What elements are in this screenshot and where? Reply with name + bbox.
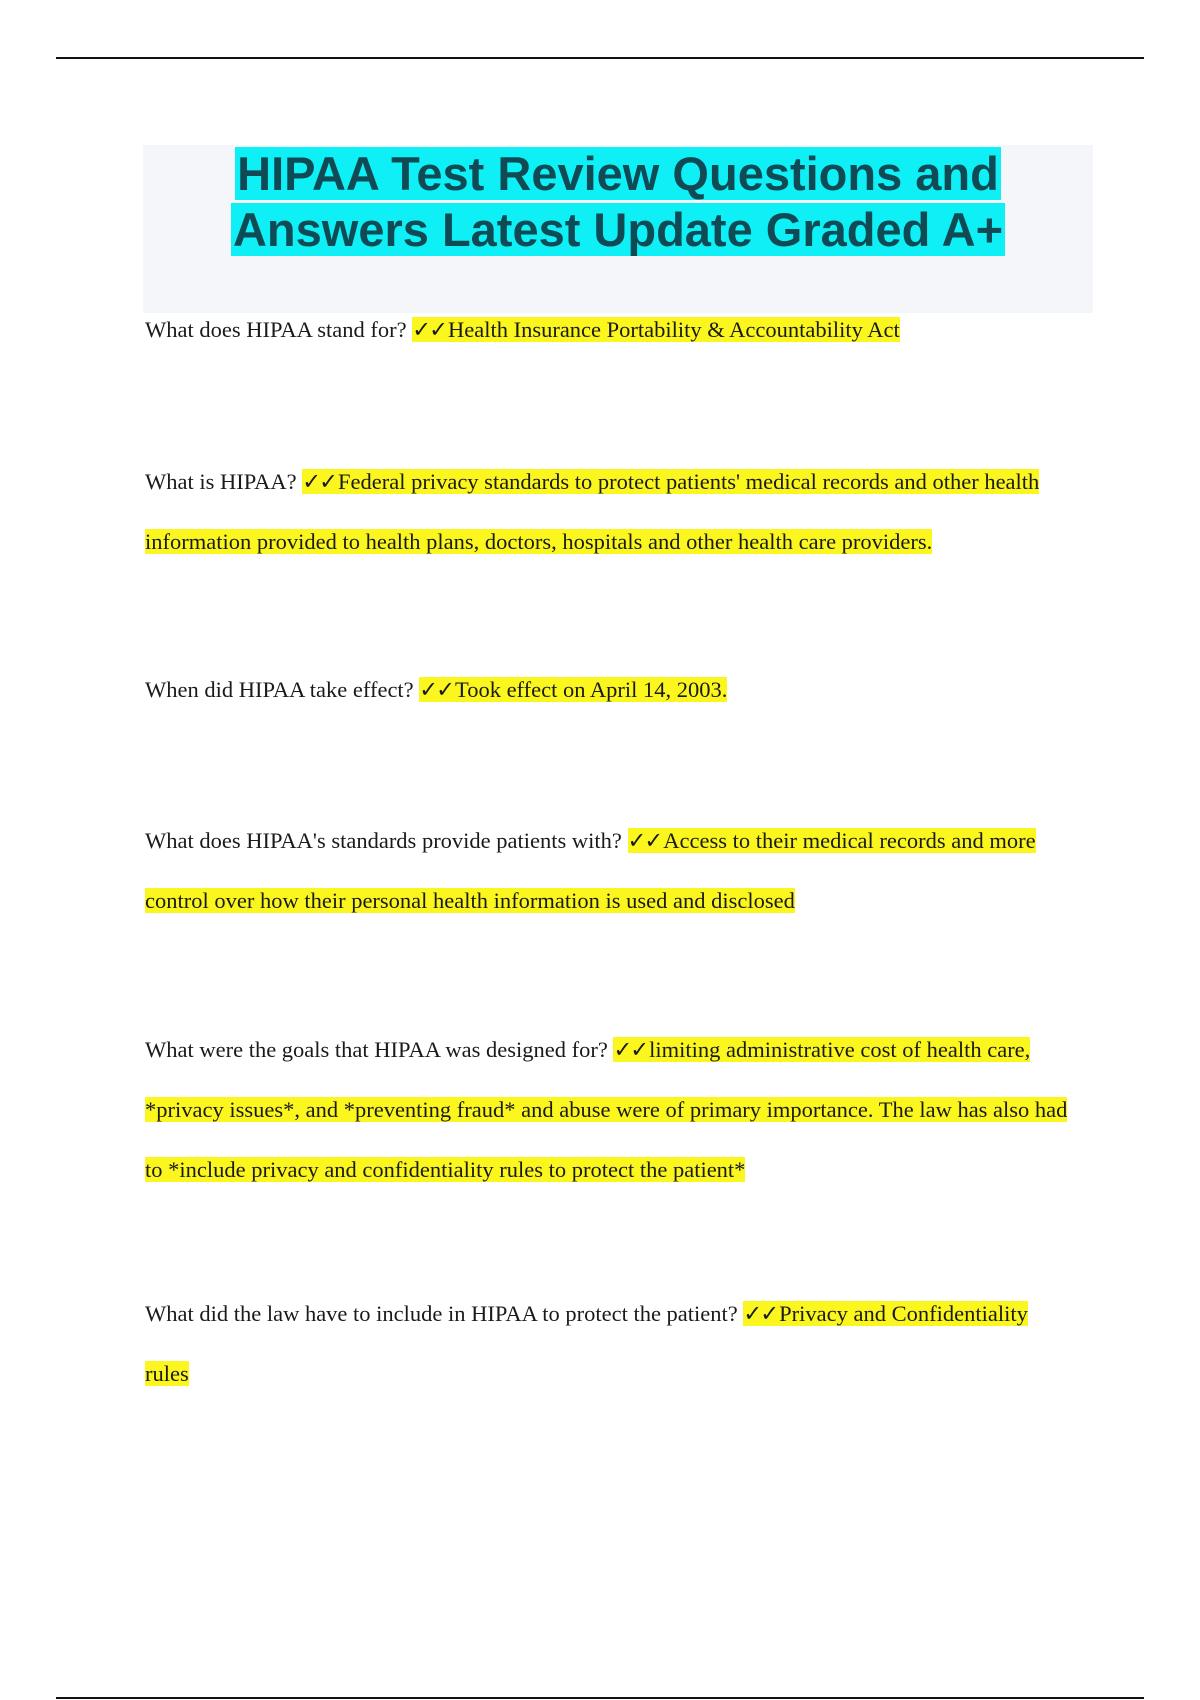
qa-item-2 xyxy=(145,452,1075,572)
top-rule xyxy=(56,57,1144,59)
question-4: What does HIPAA's standards provide patients with? xyxy=(145,828,622,853)
question-2: What is HIPAA? xyxy=(145,469,297,494)
qa-item-6 xyxy=(145,1284,1075,1404)
check-mark-icon: ✓✓ xyxy=(743,1301,778,1326)
question-3: When did HIPAA take effect? xyxy=(145,677,414,702)
qa-item-5 xyxy=(145,1020,1075,1200)
question-6: What did the law have to include in HIPAA to protect the patient? xyxy=(145,1301,738,1326)
answer-4: ✓✓Access to their medical records and more control over how their personal health information is used and disclosed xyxy=(145,828,1036,913)
answer-1: ✓✓Health Insurance Portability & Accountability Act xyxy=(412,317,900,342)
question-1: What does HIPAA stand for? xyxy=(145,317,407,342)
answer-6: ✓✓Privacy and Confidentiality rules xyxy=(145,1301,1028,1386)
bottom-rule xyxy=(56,1697,1144,1699)
check-mark-icon: ✓✓ xyxy=(412,317,446,342)
check-mark-icon: ✓✓ xyxy=(302,469,336,494)
qa-item-3 xyxy=(145,660,1075,720)
qa-item-4 xyxy=(145,811,1075,931)
document-title: HIPAA Test Review Questions and Answers Latest Update Graded A+ xyxy=(232,147,1004,256)
check-mark-icon: ✓✓ xyxy=(613,1037,648,1062)
answer-3: ✓✓Took effect on April 14, 2003. xyxy=(419,677,728,702)
answer-5: ✓✓limiting administrative cost of health care, *privacy issues*, and *preventing fraud* and abuse were of primary importance. The law has also had to *include privacy and confidentiality rules to protect the patient* xyxy=(145,1037,1068,1182)
answer-2: ✓✓Federal privacy standards to protect patients' medical records and other health information provided to health plans, doctors, hospitals and other health care providers. xyxy=(145,469,1040,554)
check-mark-icon: ✓✓ xyxy=(419,677,454,702)
question-5: What were the goals that HIPAA was designed for? xyxy=(145,1037,608,1062)
check-mark-icon: ✓✓ xyxy=(627,828,662,853)
qa-item-1 xyxy=(145,300,1075,360)
